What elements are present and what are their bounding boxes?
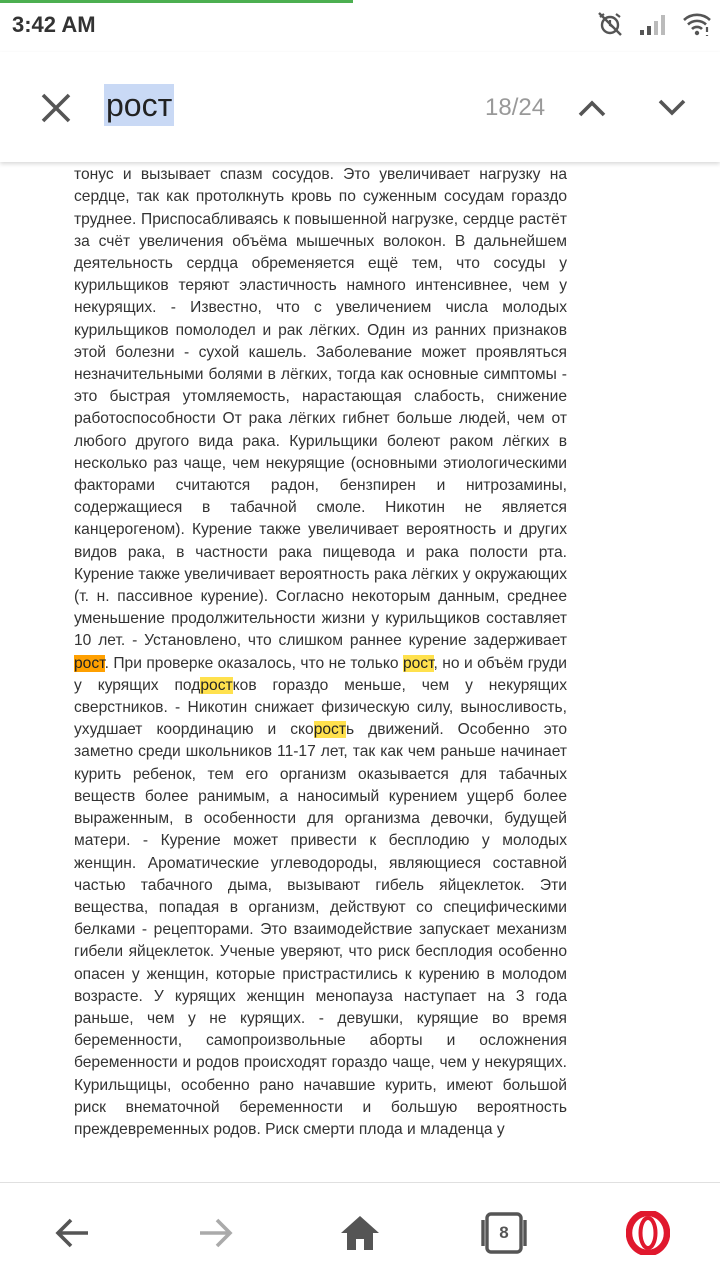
chevron-down-icon <box>657 98 687 118</box>
status-icons <box>596 10 712 38</box>
page-content[interactable] <box>74 142 567 1182</box>
find-input[interactable]: рост <box>104 84 174 126</box>
bottom-navigation <box>0 1182 720 1280</box>
active-search-match: рост <box>74 654 105 672</box>
arrow-left-icon <box>54 1217 90 1249</box>
article-text <box>74 142 567 1141</box>
status-time: 3:42 AM <box>12 12 96 37</box>
text-segment: . При проверке оказалось, что не только <box>104 654 403 672</box>
status-bar <box>0 0 720 52</box>
page-load-progress <box>0 0 353 3</box>
search-match: рост <box>200 676 233 694</box>
search-match: рост <box>313 721 346 739</box>
tab-count: 8 <box>499 1223 509 1242</box>
text-segment: ь движений. Особенно это заметно среди школьников 11-17 лет, так как чем раньше начинает курить ребенок, тем его организм оказывается для табачных веществ более ранимым, а наносимый курением ущерб более выраженным, в особенности для организма девочки, будущей матери. - Курение может привести к бесплодию у молодых женщин. Ароматические углеводороды, являющиеся составной частью табачного дыма, вызывают гибель яйцеклеток. Эти вещества, попадая в организм, действуют со специфическими белками - рецепторами. Это взаимодействие запускает механизм гибели яйцеклеток. Ученые уверяют, что риск бесплодия особенно опасен у женщин, которые пристрастились к курению в молодом возрасте. У курящих женщин менопауза наступает на 3 года раньше, чем у не курящих. - девушки, курящие во время беременности, самопроизвольные аборты и осложнения беременности и родов происходят гораздо чаще, чем у некурящих. Курильщицы, особенно рано начавшие курить, имеют большой риск внематочной беременности и большую вероятность преждевременных родов. Риск смерти плода и младенца у <box>74 721 567 1138</box>
alarm-off-icon <box>596 10 624 38</box>
previous-match-button[interactable] <box>566 82 618 134</box>
arrow-right-icon <box>198 1217 234 1249</box>
close-find-button[interactable] <box>30 82 82 134</box>
close-icon <box>40 92 72 124</box>
forward-button[interactable] <box>186 1203 246 1263</box>
find-in-page-bar <box>0 52 720 162</box>
signal-icon <box>638 12 668 36</box>
match-count: 18/24 <box>485 94 546 121</box>
tabs-button[interactable] <box>474 1203 534 1263</box>
home-button[interactable] <box>330 1203 390 1263</box>
text-segment: тонус и вызывает спазм сосудов. Это увеличивает нагрузку на сердце, так как протолкнуть кровь по суженным сосудам гораздо труднее. Приспосабливаясь к повышенной нагрузке, сердце растёт за счёт увеличения объёма мышечных волокон. В дальнейшем деятельность сердца обременяется ещё тем, что сосуды у курильщиков теряют эластичность намного интенсивнее, чем у некурящих. - Известно, что с увеличением числа молодых курильщиков помолодел и рак лёгких. Один из ранних признаков этой болезни - сухой кашель. Заболевание может проявляться незначительными болями в лёгких, тогда как основные симптомы - это быстрая утомляемость, нарастающая слабость, снижение работоспособности От рака лёгких гибнет больше людей, чем от любого другого вида рака. Курильщики болеют раком лёгких в несколько раз чаще, чем некурящие (основными этиологическими факторами считаются радон, бензпирен и нитрозамины, содержащиеся в табачной смоле. Никотин не является канцерогеном). Курение также увеличивает вероятность и других видов рака, в частности рака пищевода и рака полости рта. Курение также увеличивает вероятность рака лёгких у окружающих (т. н. пассивное курение). Согласно некоторым данным, среднее уменьшение продолжительности жизни у курильщиков составляет 10 лет. - Установлено, что слишком раннее курение задерживает <box>74 166 567 650</box>
wifi-icon <box>682 11 712 37</box>
search-match: рост <box>402 654 434 672</box>
home-icon <box>339 1214 381 1252</box>
chevron-up-icon <box>577 98 607 118</box>
opera-menu-button[interactable] <box>618 1203 678 1263</box>
text-segment: ков гораздо меньше, чем у некурящих сверстников. - Никотин снижает физическую силу, выносливость, ухудшает координацию и ско <box>74 676 567 739</box>
opera-logo-icon <box>626 1211 670 1255</box>
back-button[interactable] <box>42 1203 102 1263</box>
text-segment: , но и объём груди у курящих под <box>74 654 567 694</box>
next-match-button[interactable] <box>646 82 698 134</box>
